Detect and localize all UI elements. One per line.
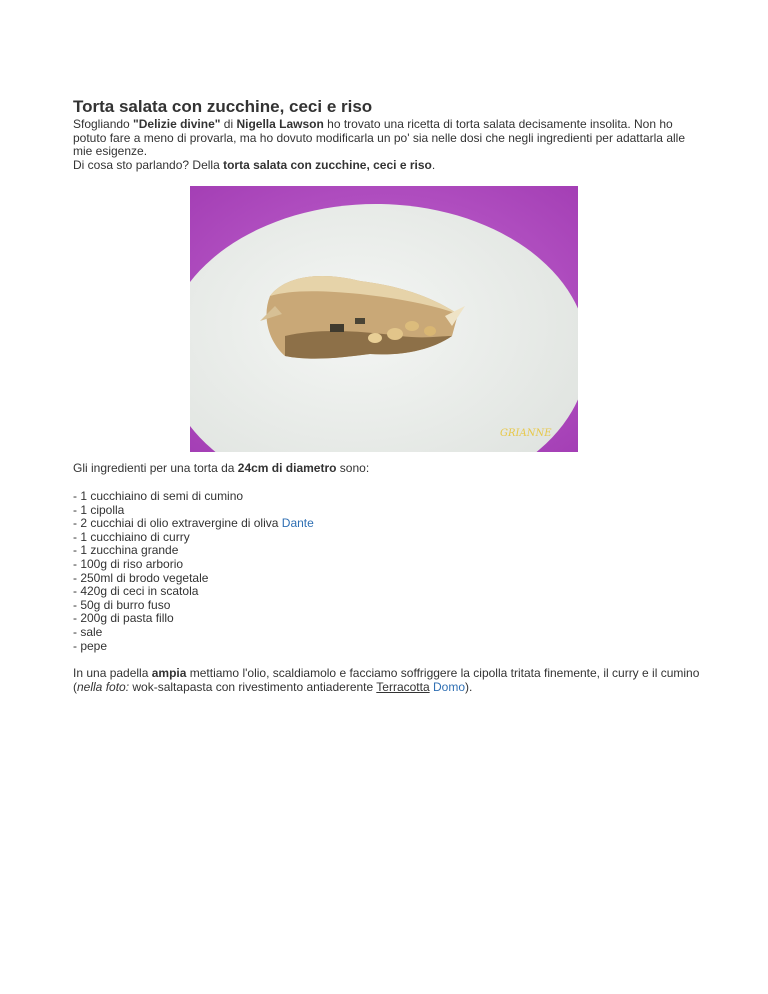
photo-watermark: GRIANNE — [500, 428, 552, 439]
intro-paragraph-1 — [73, 118, 698, 159]
book-title: "Delizie divine" — [133, 117, 221, 131]
list-item — [73, 490, 698, 504]
diameter-bold: 24cm di diametro — [237, 461, 337, 475]
dante-link[interactable]: Dante — [281, 516, 314, 531]
article-intro — [73, 97, 698, 172]
list-item — [73, 517, 698, 531]
method-text: ). — [465, 679, 473, 694]
list-item — [73, 626, 698, 640]
ingredients-intro — [73, 462, 698, 476]
ingredient-text: - 1 cipolla — [73, 502, 125, 517]
domo-link[interactable]: Domo — [433, 679, 466, 694]
method-text: In una padella — [73, 666, 152, 680]
ingredients-intro-text: Gli ingredienti per una torta da — [73, 461, 238, 475]
ingredient-text: - 250ml di brodo vegetale — [73, 570, 209, 585]
ingredients-list — [73, 490, 698, 653]
intro-text: ho trovato una ricetta di torta salata decisamente insolita. Non ho potuto fare a meno di provarla, ma ho dovuto modificarla un po' sia nelle dosi che negli ingredienti per adattarla alle mie esigenze. — [73, 117, 685, 159]
page-title: Torta salata con zucchine, ceci e riso — [73, 97, 373, 116]
list-item — [73, 531, 698, 545]
list-item — [73, 640, 698, 654]
photo-caption-italic: nella foto: — [77, 679, 130, 694]
ingredient-text: - sale — [73, 624, 103, 639]
ingredient-text: - 1 zucchina grande — [73, 543, 179, 558]
ingredient-text: - 420g di ceci in scatola — [73, 584, 199, 599]
author-name: Nigella Lawson — [236, 117, 324, 131]
intro-text: Di cosa sto parlando? Della — [73, 157, 224, 172]
list-item — [73, 558, 698, 572]
pie-photo-illustration — [190, 186, 578, 452]
intro-paragraph-2 — [73, 159, 698, 173]
recipe-photo — [190, 186, 578, 452]
intro-text: . — [431, 157, 436, 172]
list-item — [73, 612, 698, 626]
ingredient-text: - 200g di pasta fillo — [73, 611, 174, 626]
intro-text: di — [220, 117, 237, 131]
list-item — [73, 585, 698, 599]
ingredient-text: - 50g di burro fuso — [73, 597, 171, 612]
terracotta-link[interactable]: Terracotta — [376, 679, 430, 694]
intro-text: Sfogliando — [73, 117, 134, 131]
ampia-bold: ampia — [151, 666, 187, 680]
ingredient-text: - 1 cucchiaino di semi di cumino — [73, 489, 244, 503]
method-text: wok-saltapasta con rivestimento antiaderente — [129, 679, 377, 694]
ingredients-intro-text: sono: — [336, 461, 370, 475]
list-item — [73, 599, 698, 613]
list-item — [73, 504, 698, 518]
method-paragraph — [73, 667, 713, 694]
method-text: mettiamo l'olio, scaldiamolo e facciamo soffriggere la cipolla tritata finemente, il curry e il cumino ( — [73, 666, 700, 694]
ingredient-text: - 2 cucchiai di olio extravergine di oliva — [73, 516, 282, 531]
ingredient-text: - 100g di riso arborio — [73, 556, 184, 571]
list-item — [73, 544, 698, 558]
list-item — [73, 572, 698, 586]
recipe-name-bold: torta salata con zucchine, ceci e riso — [223, 157, 432, 172]
ingredient-text: - 1 cucchiaino di curry — [73, 529, 190, 544]
ingredient-text: - pepe — [73, 638, 108, 653]
